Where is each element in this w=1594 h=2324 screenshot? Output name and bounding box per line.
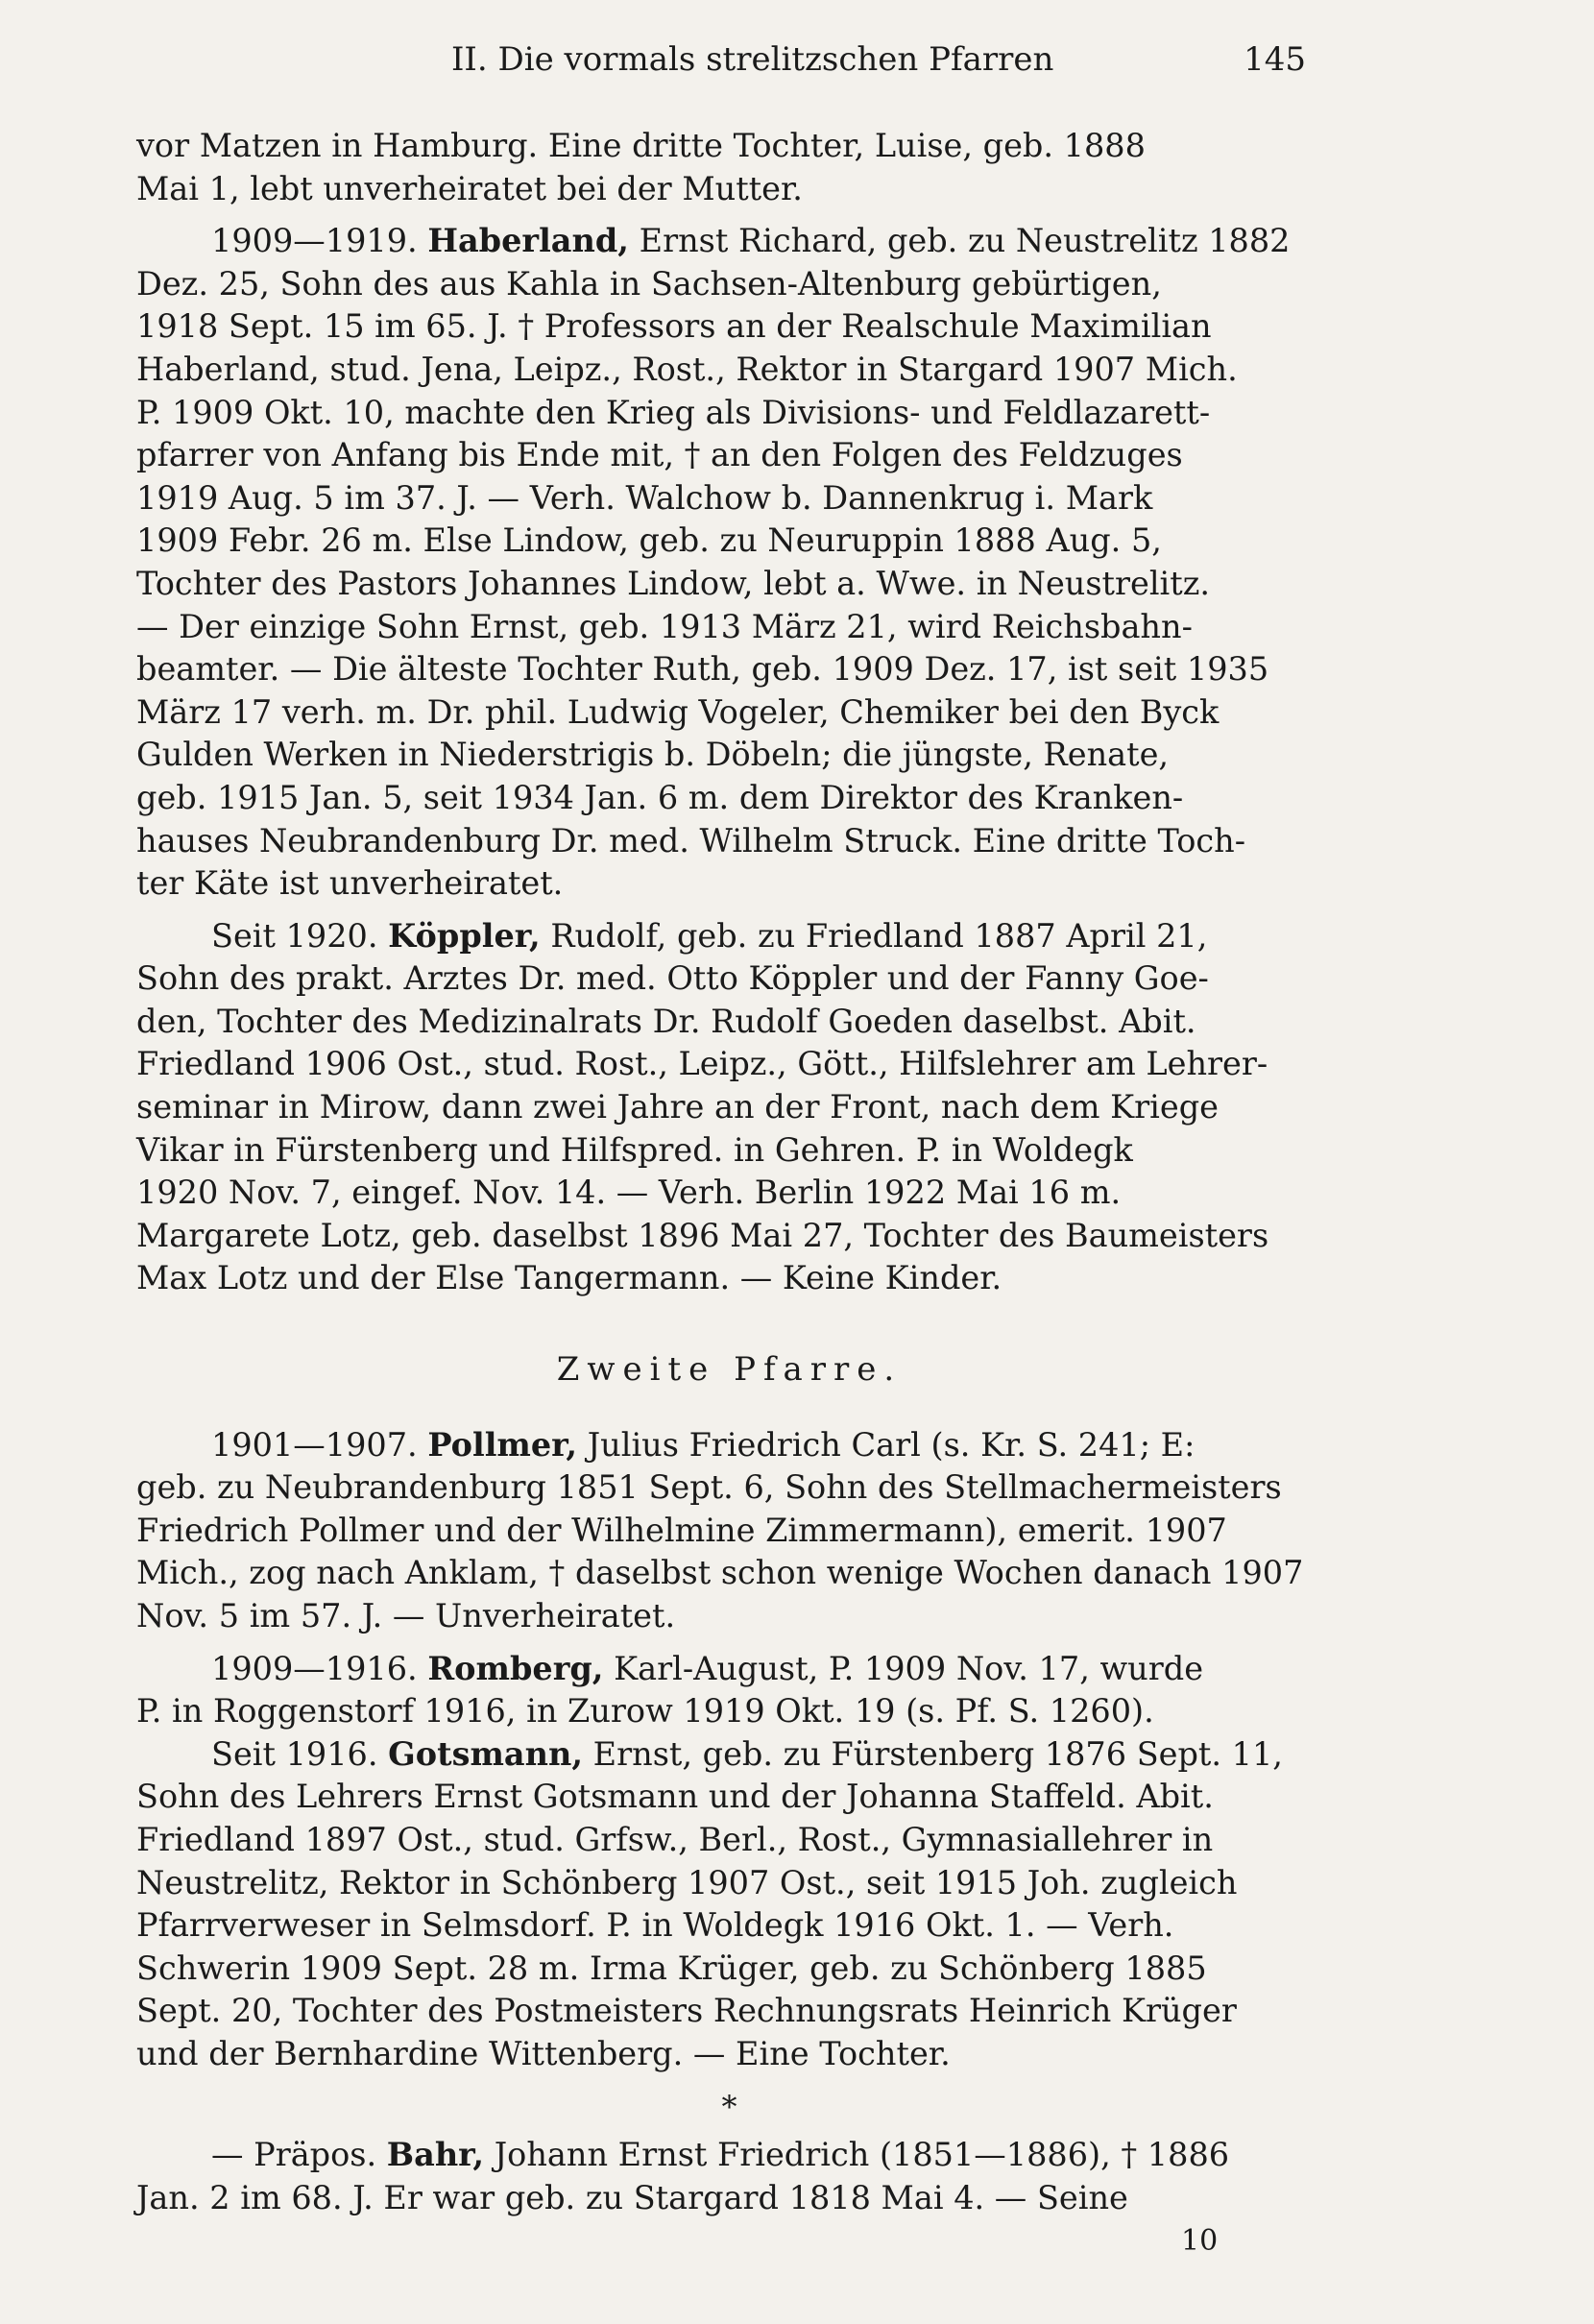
text-line: Julius Friedrich Carl (s. Kr. S. 241; E: (587, 1425, 1196, 1464)
text-line: ter Käte ist unverheiratet. (136, 864, 564, 903)
text-line: seminar in Mirow, dann zwei Jahre an der Front, nach dem Kriege (136, 1088, 1219, 1126)
entry-years: Seit 1920. (211, 916, 378, 955)
text-line: den, Tochter des Medizinalrats Dr. Rudolf Goeden daselbst. Abit. (136, 1002, 1196, 1040)
text-line: Mai 1, lebt unverheiratet bei der Mutter. (136, 169, 803, 207)
entry-years: 1909—1919. (211, 222, 418, 260)
entry-pollmer (136, 1424, 1322, 1638)
text-line: beamter. — Die älteste Tochter Ruth, geb. 1909 Dez. 17, ist seit 1935 (136, 650, 1269, 689)
entry-koeppler (136, 915, 1322, 1300)
text-line: März 17 verh. m. Dr. phil. Ludwig Vogeler, Chemiker bei den Byck (136, 692, 1220, 731)
text-line: Jan. 2 im 68. J. Er war geb. zu Stargard 1818 Mai 4. — Seine (136, 2178, 1128, 2216)
running-title: II. Die vormals strelitzschen Pfarren (451, 40, 1054, 79)
text-line: Nov. 5 im 57. J. — Unverheiratet. (136, 1597, 676, 1634)
entry-name: Gotsmann, (388, 1734, 583, 1773)
running-head (134, 40, 1306, 88)
text-line: Neustrelitz, Rektor in Schönberg 1907 Ost., seit 1915 Joh. zugleich (136, 1863, 1238, 1901)
page-number: 145 (1244, 40, 1306, 79)
text-line: 1919 Aug. 5 im 37. J. — Verh. Walchow b. Dannenkrug i. Mark (136, 478, 1153, 517)
text-line: Johann Ernst Friedrich (1851—1886), † 1886 (494, 2136, 1230, 2174)
entry-name: Bahr, (386, 2136, 485, 2174)
entry-years: 1909—1916. (211, 1649, 418, 1687)
entry-years: 1901—1907. (211, 1425, 418, 1464)
entry-name: Haberland, (427, 222, 629, 260)
signature-mark: 10 (1181, 2224, 1219, 2258)
text-line: Karl-August, P. 1909 Nov. 17, wurde (614, 1649, 1204, 1687)
text-line: Pfarrverweser in Selmsdorf. P. in Woldegk 1916 Okt. 1. — Verh. (136, 1906, 1174, 1945)
entry-years: Seit 1916. (211, 1734, 378, 1773)
text-line: geb. zu Neubrandenburg 1851 Sept. 6, Sohn des Stellmachermeisters (136, 1468, 1282, 1507)
text-line: hauses Neubrandenburg Dr. med. Wilhelm Struck. Eine dritte Toch- (136, 821, 1246, 859)
text-line: Tochter des Pastors Johannes Lindow, lebt a. Wwe. in Neustrelitz. (136, 564, 1211, 602)
entry-romberg (136, 1648, 1322, 1733)
text-line: Ernst, geb. zu Fürstenberg 1876 Sept. 11, (592, 1734, 1283, 1773)
text-line: Friedland 1906 Ost., stud. Rost., Leipz., Gött., Hilfslehrer am Lehrer- (136, 1045, 1268, 1083)
text-line: P. in Roggenstorf 1916, in Zurow 1919 Okt. 19 (s. Pf. S. 1260). (136, 1692, 1154, 1731)
text-line: Ernst Richard, geb. zu Neustrelitz 1882 (639, 222, 1291, 260)
text-line: 1918 Sept. 15 im 65. J. † Professors an der Realschule Maximilian (136, 307, 1212, 346)
text-line: 1909 Febr. 26 m. Else Lindow, geb. zu Neuruppin 1888 Aug. 5, (136, 521, 1162, 560)
entry-name: Pollmer, (427, 1425, 578, 1464)
text-line: Mich., zog nach Anklam, † daselbst schon wenige Wochen danach 1907 (136, 1554, 1304, 1592)
text-line: Sept. 20, Tochter des Postmeisters Rechnungsrats Heinrich Krüger (136, 1992, 1237, 2030)
text-line: Haberland, stud. Jena, Leipz., Rost., Rektor in Stargard 1907 Mich. (136, 350, 1238, 388)
text-line: Sohn des prakt. Arztes Dr. med. Otto Köppler und der Fanny Goe- (136, 959, 1209, 998)
text-line: geb. 1915 Jan. 5, seit 1934 Jan. 6 m. dem Direktor des Kranken- (136, 778, 1184, 816)
entry-haberland (136, 220, 1322, 906)
text-line: P. 1909 Okt. 10, machte den Krieg als Divisions- und Feldlazarett- (136, 393, 1211, 431)
entry-bahr (136, 2134, 1322, 2219)
text-line: Schwerin 1909 Sept. 28 m. Irma Krüger, geb. zu Schönberg 1885 (136, 1949, 1207, 1987)
section-title: Zweite Pfarre. (556, 1350, 903, 1390)
entry-prefix: — Präpos. (211, 2136, 377, 2174)
entry-gotsmann (136, 1733, 1322, 2076)
text-line: Max Lotz und der Else Tangermann. — Keine Kinder. (136, 1259, 1002, 1297)
text-line: Rudolf, geb. zu Friedland 1887 April 21, (550, 916, 1208, 955)
text-line: pfarrer von Anfang bis Ende mit, † an den Folgen des Feldzuges (136, 436, 1183, 474)
text-line: Friedland 1897 Ost., stud. Grfsw., Berl., Rost., Gymnasiallehrer in (136, 1820, 1214, 1858)
entry-name: Köppler, (388, 916, 541, 955)
text-line: Sohn des Lehrers Ernst Gotsmann und der Johanna Staffeld. Abit. (136, 1778, 1214, 1816)
asterisk-divider: * (721, 2088, 737, 2125)
text-line: Friedrich Pollmer und der Wilhelmine Zimmermann), emerit. 1907 (136, 1511, 1227, 1549)
page-body (136, 125, 1322, 2219)
text-line: und der Bernhardine Wittenberg. — Eine Tochter. (136, 2034, 951, 2072)
entry-name: Romberg, (427, 1649, 604, 1687)
text-line: 1920 Nov. 7, eingef. Nov. 14. — Verh. Berlin 1922 Mai 16 m. (136, 1174, 1122, 1212)
text-line: Margarete Lotz, geb. daselbst 1896 Mai 27, Tochter des Baumeisters (136, 1216, 1269, 1254)
text-line: Gulden Werken in Niederstrigis b. Döbeln; die jüngste, Renate, (136, 736, 1170, 774)
text-line: vor Matzen in Hamburg. Eine dritte Tochter, Luise, geb. 1888 (136, 127, 1146, 164)
text-line: — Der einzige Sohn Ernst, geb. 1913 März 21, wird Reichsbahn- (136, 607, 1193, 645)
paragraph-continuation (136, 125, 1322, 210)
text-line: Dez. 25, Sohn des aus Kahla in Sachsen-Altenburg gebürtigen, (136, 264, 1162, 303)
text-line: Vikar in Fürstenberg und Hilfspred. in Gehren. P. in Woldegk (136, 1130, 1133, 1169)
